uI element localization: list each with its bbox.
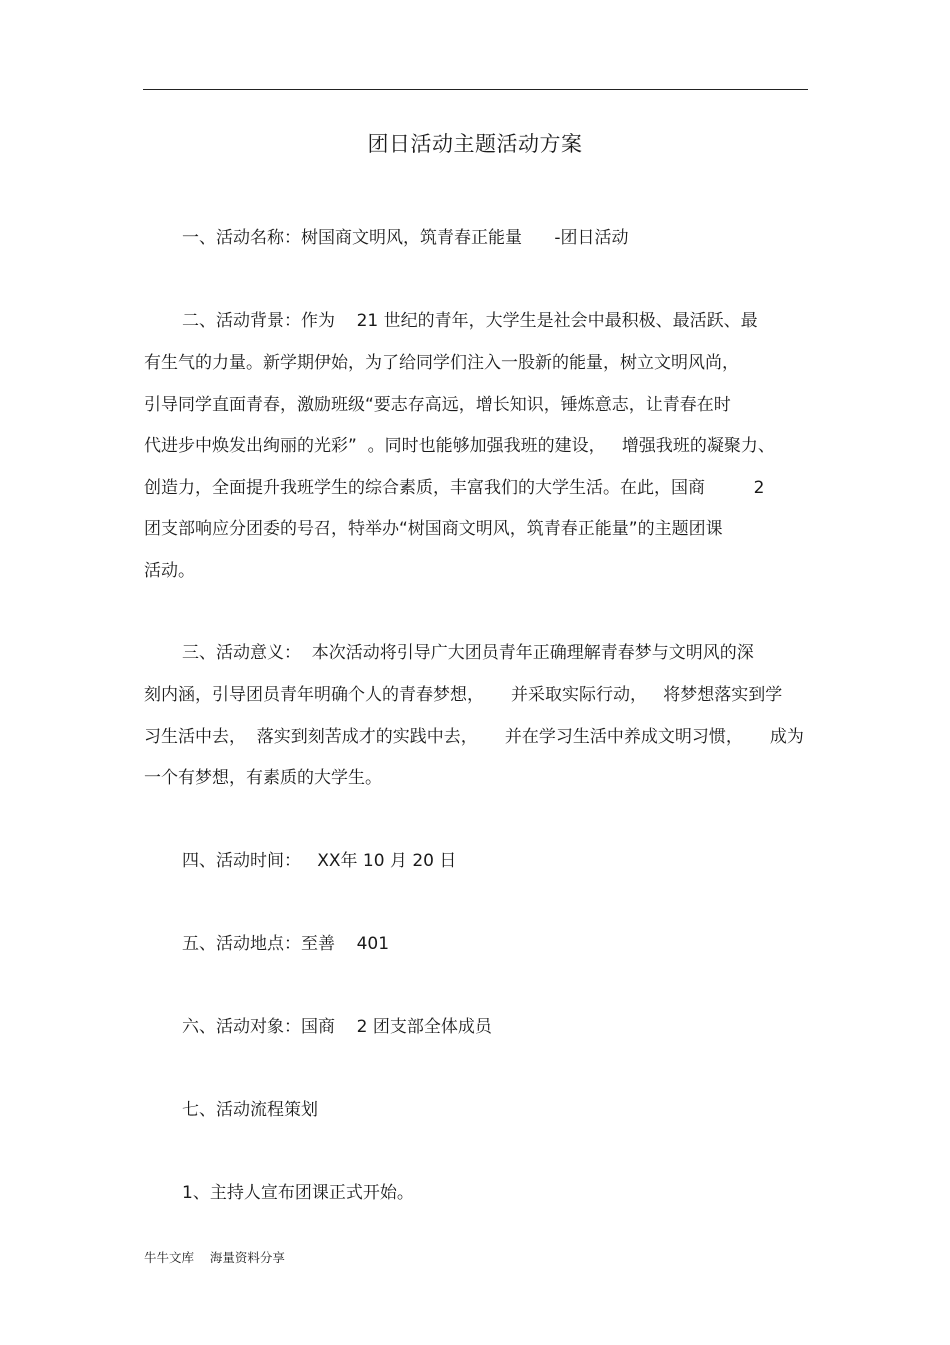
body-line-flow-step-1: 1、主持人宣布团课正式开始。: [182, 1183, 414, 1203]
page-title: 团日活动主题活动方案: [367, 132, 583, 156]
body-line-background-3: 引导同学直面青春，激励班级“要志存高远，增长知识，锤炼意志，让青春在时: [144, 395, 731, 415]
body-line-background-5: 创造力，全面提升我班学生的综合素质，丰富我们的大学生活。在此，国商 2: [144, 478, 765, 498]
body-line-activity-name: 一、活动名称：树国商文明风，筑青春正能量 -团日活动: [182, 228, 629, 248]
body-line-significance-1: 三、活动意义： 本次活动将引导广大团员青年正确理解青春梦与文明风的深: [182, 643, 754, 663]
body-line-activity-location: 五、活动地点：至善 401: [182, 934, 390, 954]
body-line-significance-3: 习生活中去， 落实到刻苦成才的实践中去， 并在学习生活中养成文明习惯， 成为: [144, 727, 804, 747]
body-line-significance-2: 刻内涵，引导团员青年明确个人的青春梦想， 并采取实际行动， 将梦想落实到学: [144, 685, 783, 705]
body-line-background-4: 代进步中焕发出绚丽的光彩” 。同时也能够加强我班的建设， 增强我班的凝聚力、: [144, 436, 775, 456]
body-line-background-6: 团支部响应分团委的号召，特举办“树国商文明风，筑青春正能量”的主题团课: [144, 519, 723, 539]
top-rule: [143, 89, 808, 90]
body-line-activity-flow: 七、活动流程策划: [182, 1100, 318, 1120]
body-line-activity-target: 六、活动对象：国商 2 团支部全体成员: [182, 1017, 492, 1037]
page-footer: 牛牛文库 海量资料分享: [144, 1250, 285, 1265]
body-line-background-1: 二、活动背景：作为 21 世纪的青年，大学生是社会中最积极、最活跃、最: [182, 311, 758, 331]
body-line-background-2: 有生气的力量。新学期伊始，为了给同学们注入一股新的能量，树立文明风尚，: [144, 353, 739, 373]
body-line-background-7: 活动。: [144, 561, 195, 581]
body-line-significance-4: 一个有梦想，有素质的大学生。: [144, 768, 382, 788]
body-line-activity-time: 四、活动时间： XX年 10 月 20 日: [182, 851, 457, 871]
